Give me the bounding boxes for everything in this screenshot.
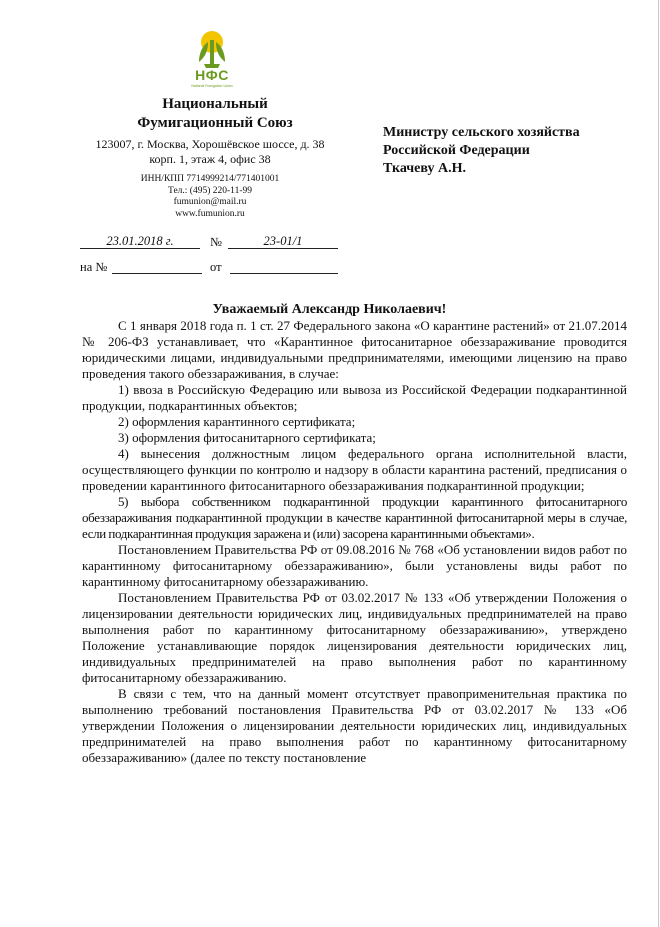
logo-stem	[210, 40, 214, 64]
logo-abbreviation: НФС	[195, 67, 229, 83]
email: fumunion@mail.ru	[173, 197, 247, 207]
list-item: 3) оформления фитосанитарного сертификата;	[118, 430, 376, 445]
organization-contacts	[120, 174, 300, 220]
addressee-line: Министру сельского хозяйства	[383, 125, 580, 140]
reply-date	[230, 259, 338, 274]
letter-body	[82, 318, 627, 766]
reply-number-label: на №	[80, 260, 108, 274]
paragraph: Постановлением Правительства РФ от 09.08.2016 № 768 «Об установлении видов работ по карантинному фитосанитарному обеззараживанию», были установлены виды работ по карантинному фитосанитарному обеззараживанию.	[82, 542, 627, 589]
organization-name-line: Национальный	[162, 96, 268, 112]
number-label: №	[210, 235, 222, 249]
addressee-line: Российской Федерации	[383, 143, 530, 158]
organization-address	[85, 137, 335, 167]
organization-name	[120, 95, 310, 133]
paragraph: Постановлением Правительства РФ от 03.02.2017 № 133 «Об утверждении Положения о лицензировании деятельности юридических лиц, индивидуальных предпринимателей на право выполнения работ по карантинному фитосанитарному обеззараживанию», утверждено Положение устанавливающие порядок лицензирования деятельности юридических лиц, индивидуальных предпринимателей на право выполнения работ по карантинному фитосанитарному обеззараживанию.	[82, 590, 627, 685]
list-item: 2) оформления карантинного сертификата;	[118, 414, 356, 429]
website: www.fumunion.ru	[175, 208, 245, 219]
reply-number	[112, 259, 202, 274]
addressee-line: Ткачеву А.Н.	[383, 161, 466, 176]
list-item: 1) ввоза в Российскую Федерацию или вывоза из Российской Федерации подкарантинной продукции, подкарантинных объектов;	[82, 382, 627, 413]
tax-id: ИНН/КПП 7714999214/771401001	[140, 174, 280, 184]
addressee-block	[383, 124, 643, 178]
outgoing-number: 23-01/1	[228, 234, 338, 249]
address-line: 123007, г. Москва, Хорошёвское шоссе, д. 38	[95, 137, 325, 151]
address-line: корп. 1, этаж 4, офис 38	[149, 152, 271, 166]
reply-date-label: от	[210, 260, 222, 274]
paragraph: С 1 января 2018 года п. 1 ст. 27 Федерального закона «О карантине растений» от 21.07.2014 № 206-ФЗ устанавливает, что «Карантинное фитосанитарное обеззараживание проводится юридическими лицами, индивидуальными предпринимателями, имеющими лицензию на право проведения такого обеззараживания, в случае:	[82, 318, 627, 381]
organization-name-line: Фумигационный Союз	[137, 115, 293, 131]
list-item: 5) выбора собственником подкарантинной продукции карантинного фитосанитарного обеззараживания подкарантинной продукции в качестве карантинной фитосанитарной меры в случае, если подкарантинная продукция заражена и (или) засорена карантинными объектами».	[82, 494, 627, 541]
logo-tagline: National Fumigation Union	[191, 84, 233, 88]
list-item: 4) вынесения должностным лицом федерального органа исполнительной власти, осуществляющего функции по контролю и надзору в области карантина растений, предписания о проведении карантинного фитосанитарного обеззараживания подкарантинной продукции;	[82, 446, 627, 493]
phone: Тел.: (495) 220-11-99	[168, 185, 252, 196]
salutation: Уважаемый Александр Николаевич!	[212, 302, 447, 317]
paragraph: В связи с тем, что на данный момент отсутствует правоприменительная практика по выполнению требований постановления Правительства РФ от 03.02.2017 № 133 «Об утверждении Положения о лицензировании деятельности юридических лиц, индивидуальных предпринимателей на право выполнения работ по карантинному фитосанитарному обеззараживанию» (далее по тексту постановление	[82, 686, 627, 765]
outgoing-date: 23.01.2018 г.	[80, 234, 200, 249]
